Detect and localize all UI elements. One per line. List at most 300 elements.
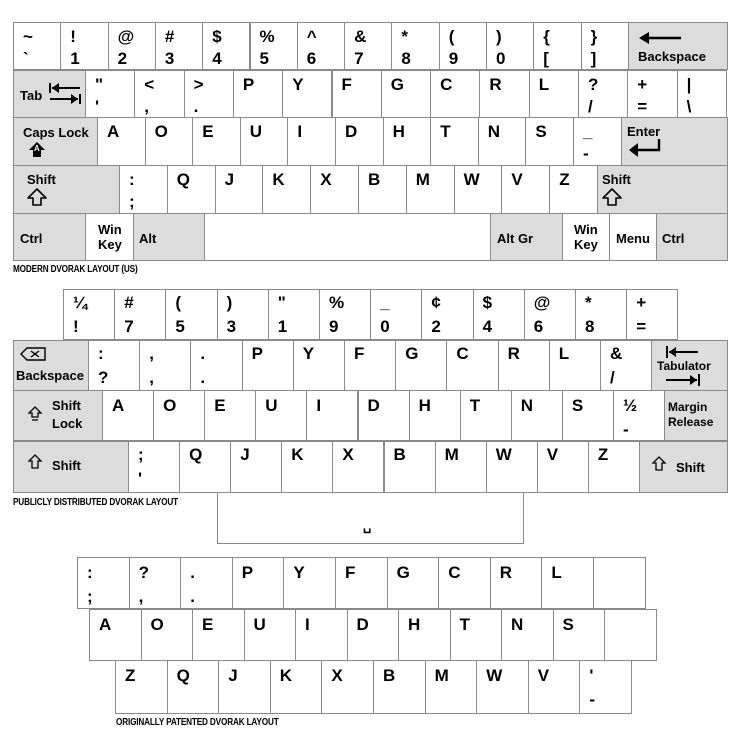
key-public-row1-0[interactable] [63,289,115,340]
key-modern-row3-1[interactable] [145,117,194,166]
key-public-row3-4[interactable] [306,390,358,441]
key-patented-row2-6[interactable] [398,609,451,661]
key-modern-row1-4[interactable] [202,22,250,70]
key-modern-row4-9[interactable] [549,165,598,214]
key-top-legend: W [495,445,512,464]
patented-layout-caption: ORIGINALLY PATENTED DVORAK LAYOUT [116,717,279,728]
key-top-legend: Z [597,445,609,464]
key-modern-row4-6[interactable] [406,165,455,214]
key-top-legend: " [277,293,286,312]
key-modern-row3-0[interactable] [97,117,146,166]
key-top-legend: * [585,293,592,312]
backspace-icon [20,347,46,361]
margin-release-label: Release [668,415,714,429]
key-top-legend: C [456,344,469,363]
public-margin-release-key[interactable] [664,390,728,441]
win-key-label: Win [574,222,598,237]
key-public-row3-2[interactable] [204,390,256,441]
menu-label: Menu [616,231,650,246]
key-top-legend: G [396,563,410,582]
key-patented-row1-3[interactable] [232,557,285,609]
key-patented-row2-1[interactable] [141,609,194,661]
key-public-row1-6[interactable] [370,289,422,340]
key-patented-row3-9[interactable] [579,660,632,714]
key-top-legend: , [149,344,154,363]
key-top-legend: M [444,445,459,464]
modern-right-shift-key[interactable] [597,165,728,214]
key-top-legend: K [272,170,285,189]
key-top-legend: _ [380,293,390,312]
key-bottom-legend: . [193,97,199,116]
key-modern-row3-6[interactable] [383,117,432,166]
key-top-legend: T [440,122,451,141]
key-bottom-legend: 1 [70,49,80,68]
key-bottom-legend: ` [23,49,29,68]
key-modern-row2-4[interactable] [282,70,332,118]
public-layout-caption: PUBLICLY DISTRIBUTED DVORAK LAYOUT [13,497,178,508]
key-public-row3-6[interactable] [409,390,461,441]
key-top-legend: R [489,75,502,94]
key-modern-row2-12[interactable] [677,70,727,118]
key-modern-row2-1[interactable] [134,70,184,118]
key-modern-row4-3[interactable] [262,165,311,214]
public-shift-lock-key[interactable] [13,390,103,441]
key-top-legend: A [99,615,112,634]
key-modern-row2-2[interactable] [184,70,234,118]
key-top-legend: I [297,122,303,141]
key-top-legend: E [202,122,214,141]
key-top-legend: E [202,615,214,634]
key-public-row2-7[interactable] [446,340,498,391]
key-public-row1-7[interactable] [421,289,473,340]
key-patented-row1-4[interactable] [283,557,336,609]
key-top-legend: ' [589,666,594,685]
key-top-legend: : [129,170,135,189]
key-public-row3-0[interactable] [102,390,154,441]
key-bottom-legend: 4 [212,49,222,68]
key-public-row1-11[interactable] [626,289,678,340]
key-patented-row3-0[interactable] [115,660,168,714]
key-top-legend: + [636,293,647,312]
key-modern-row1-1[interactable] [60,22,108,70]
key-bottom-legend: 4 [482,317,493,336]
key-top-legend: + [637,75,648,94]
key-modern-row3-7[interactable] [430,117,479,166]
key-public-row4-2[interactable] [230,441,282,493]
key-bottom-legend: ' [95,97,100,116]
key-patented-row2-9[interactable] [553,609,606,661]
key-bottom-legend: . [200,368,206,387]
key-public-row3-1[interactable] [153,390,205,441]
key-bottom-legend: 0 [380,317,390,336]
key-modern-row4-7[interactable] [454,165,503,214]
key-patented-row1-8[interactable] [490,557,543,609]
key-public-row1-8[interactable] [473,289,525,340]
key-top-legend: # [124,293,134,312]
key-bottom-legend: / [610,368,615,387]
key-modern-row1-11[interactable] [533,22,581,70]
key-bottom-legend: , [149,368,154,387]
backspace-label: Backspace [638,49,706,64]
key-patented-row1-9[interactable] [541,557,594,609]
shift-icon [27,188,47,206]
public-tabulator-key[interactable] [651,340,728,391]
key-modern-row2-5[interactable] [332,70,382,118]
modern-right-ctrl-key[interactable] [656,213,728,261]
key-top-legend: A [112,396,125,415]
key-public-row2-9[interactable] [549,340,601,391]
key-modern-row3-2[interactable] [192,117,241,166]
key-top-legend: V [511,170,523,189]
key-top-legend: ½ [623,396,638,415]
key-bottom-legend: 5 [175,317,185,336]
key-top-legend: L [538,75,550,94]
caps-lock-glyph: A [34,144,40,153]
key-public-row1-9[interactable] [524,289,576,340]
shift-icon [652,456,666,472]
key-modern-row1-7[interactable] [344,22,392,70]
key-bottom-legend: 8 [585,317,595,336]
key-top-legend: T [459,615,470,634]
key-bottom-legend: 2 [117,49,128,68]
key-bottom-legend: , [138,587,144,606]
key-top-legend: C [448,563,461,582]
key-public-row2-4[interactable] [293,340,345,391]
key-modern-row1-12[interactable] [581,22,629,70]
key-bottom-legend: ; [87,587,93,606]
key-top-legend: Q [176,170,191,189]
caps-lock-label: Caps Lock [23,125,89,140]
key-top-legend: F [345,563,356,582]
key-public-row2-5[interactable] [344,340,396,391]
public-backspace-key[interactable] [13,340,89,391]
modern-alt-gr-key[interactable] [490,213,563,261]
key-top-legend: O [154,122,168,141]
shift-lock-label: Lock [52,416,83,431]
key-public-row4-8[interactable] [537,441,589,493]
key-patented-row3-7[interactable] [476,660,529,714]
modern-caps-lock-key[interactable] [13,117,98,166]
key-top-legend: H [408,615,421,634]
key-patented-row3-4[interactable] [321,660,374,714]
key-top-legend: { [543,27,550,46]
key-top-legend: ! [70,27,76,46]
key-top-legend: ) [496,27,502,46]
margin-release-label: Margin [668,400,708,414]
key-public-row2-10[interactable] [600,340,652,391]
key-patented-row3-3[interactable] [270,660,323,714]
key-top-legend: % [329,293,345,312]
key-top-legend: K [291,445,304,464]
key-top-legend: P [241,563,254,582]
key-bottom-legend: 8 [401,49,411,68]
key-modern-row3-8[interactable] [478,117,527,166]
key-bottom-legend: 5 [259,49,269,68]
key-top-legend: S [571,396,584,415]
key-top-legend: # [164,27,175,46]
key-public-row3-3[interactable] [255,390,307,441]
key-top-legend: W [463,170,480,189]
shift-icon [28,454,42,470]
key-top-legend: < [144,75,155,94]
key-top-legend: S [562,615,574,634]
shift-label: Shift [676,460,705,475]
key-public-row4-7[interactable] [486,441,538,493]
key-modern-row3-5[interactable] [335,117,384,166]
key-top-legend: D [356,615,369,634]
modern-tab-key[interactable] [13,70,86,118]
key-top-legend: > [193,75,204,94]
key-top-legend: @ [533,293,551,312]
key-modern-row1-8[interactable] [391,22,439,70]
key-public-row3-8[interactable] [511,390,563,441]
key-modern-row4-8[interactable] [501,165,550,214]
key-modern-row3-10[interactable] [573,117,622,166]
enter-arrow-icon [628,138,662,158]
key-modern-row1-0[interactable] [13,22,61,70]
key-modern-row3-3[interactable] [240,117,289,166]
modern-backspace-key[interactable] [628,22,728,70]
key-patented-row1-10[interactable] [593,557,646,609]
key-top-legend: * [401,27,409,46]
key-top-legend: ( [448,27,455,46]
key-top-legend: } [590,27,598,46]
key-patented-row2-10[interactable] [604,609,657,661]
key-top-legend: @ [117,27,135,46]
key-modern-row2-7[interactable] [430,70,480,118]
key-patented-row1-2[interactable] [180,557,233,609]
key-modern-row1-2[interactable] [108,22,156,70]
key-patented-row2-5[interactable] [347,609,400,661]
modern-right-win-key[interactable] [562,213,610,261]
key-top-legend: D [367,396,380,415]
key-top-legend: " [95,75,104,94]
key-top-legend: B [368,170,381,189]
key-top-legend: S [535,122,547,141]
key-top-legend: H [418,396,431,415]
key-top-legend: J [240,445,250,464]
key-top-legend: M [434,666,449,685]
key-top-legend: U [265,396,278,415]
key-top-legend: : [98,344,104,363]
modern-spacebar[interactable] [204,213,491,261]
key-top-legend: Y [292,75,304,94]
key-bottom-legend: , [144,97,150,116]
key-patented-row2-2[interactable] [192,609,245,661]
key-modern-row2-0[interactable] [85,70,135,118]
key-top-legend: X [331,666,343,685]
key-bottom-legend: - [589,690,596,709]
key-patented-row3-8[interactable] [528,660,581,714]
key-public-row3-7[interactable] [460,390,512,441]
key-top-legend: D [345,122,358,141]
key-bottom-legend: - [623,420,629,439]
enter-label: Enter [627,124,661,139]
key-patented-row1-5[interactable] [335,557,388,609]
key-top-legend: H [392,122,405,141]
key-top-legend: . [200,344,206,363]
key-bottom-legend: 7 [124,317,134,336]
key-top-legend: Z [559,170,570,189]
modern-left-alt-key[interactable] [133,213,205,261]
key-bottom-legend: 2 [431,317,441,336]
key-public-row1-3[interactable] [217,289,269,340]
key-top-legend: . [190,563,195,582]
shift-lock-label: Shift [52,398,81,413]
win-key-label: Key [574,237,598,252]
key-top-legend: P [242,75,255,94]
key-bottom-legend: ? [98,368,109,387]
key-patented-row1-7[interactable] [438,557,491,609]
key-top-legend: V [546,445,559,464]
key-public-row4-1[interactable] [179,441,231,493]
key-bottom-legend: 3 [226,317,237,336]
key-top-legend: ) [226,293,233,312]
key-top-legend: Q [189,445,203,464]
key-top-legend: ( [175,293,182,312]
key-public-row2-0[interactable] [88,340,140,391]
key-modern-row2-10[interactable] [578,70,628,118]
key-bottom-legend: ! [73,317,79,336]
key-patented-row1-6[interactable] [387,557,440,609]
key-top-legend: M [415,170,430,189]
key-public-row4-5[interactable] [384,441,436,493]
key-public-row1-10[interactable] [575,289,627,340]
key-public-row3-10[interactable] [613,390,665,441]
key-top-legend: X [320,170,332,189]
key-public-row2-6[interactable] [395,340,447,391]
key-patented-row1-0[interactable] [77,557,130,609]
shift-label: Shift [602,172,631,187]
key-top-legend: Y [293,563,305,582]
shift-label: Shift [52,458,81,473]
key-modern-row4-2[interactable] [215,165,264,214]
key-modern-row2-9[interactable] [529,70,579,118]
key-top-legend: | [686,75,692,94]
modern-left-shift-key[interactable] [13,165,120,214]
key-public-row3-5[interactable] [358,390,410,441]
modern-left-win-key[interactable] [85,213,134,261]
ctrl-label: Ctrl [662,231,685,246]
key-top-legend: L [558,344,570,363]
key-top-legend: N [511,615,524,634]
key-top-legend: J [224,170,235,189]
key-modern-row4-5[interactable] [358,165,407,214]
modern-left-ctrl-key[interactable] [13,213,86,261]
key-top-legend: L [551,563,562,582]
key-top-legend: & [610,344,623,363]
key-patented-row2-3[interactable] [244,609,297,661]
public-right-shift-key[interactable] [639,441,728,493]
key-patented-row3-6[interactable] [425,660,478,714]
key-modern-row2-6[interactable] [381,70,431,118]
key-patented-row3-2[interactable] [218,660,271,714]
key-bottom-legend: ; [129,192,135,211]
key-modern-row2-11[interactable] [627,70,677,118]
key-modern-row2-3[interactable] [233,70,283,118]
public-spacebar[interactable] [217,492,524,544]
key-public-row2-8[interactable] [498,340,550,391]
key-bottom-legend: - [583,144,589,163]
key-patented-row2-7[interactable] [450,609,503,661]
key-top-legend: I [305,615,310,634]
shift-label: Shift [27,172,56,187]
win-key-label: Key [98,237,122,252]
key-top-legend: ; [138,445,144,464]
key-public-row3-9[interactable] [562,390,614,441]
key-bottom-legend: 9 [329,317,339,336]
key-public-row1-2[interactable] [165,289,217,340]
public-left-shift-key[interactable] [13,441,129,493]
key-modern-row4-1[interactable] [167,165,216,214]
key-patented-row1-1[interactable] [129,557,182,609]
key-modern-row1-9[interactable] [439,22,487,70]
key-bottom-legend: 9 [448,49,459,68]
key-top-legend: ~ [23,27,33,46]
key-top-legend: Y [302,344,315,363]
key-modern-row4-4[interactable] [310,165,359,214]
key-top-legend: G [390,75,405,94]
key-public-row1-5[interactable] [319,289,371,340]
modern-menu-key[interactable] [609,213,657,261]
key-top-legend: W [486,666,503,685]
key-top-legend: T [469,396,481,415]
key-bottom-legend: 1 [277,317,288,336]
key-top-legend: % [259,27,275,46]
key-public-row4-4[interactable] [332,441,384,493]
key-top-legend: G [405,344,419,363]
key-top-legend: P [251,344,263,363]
key-modern-row1-6[interactable] [297,22,345,70]
key-public-row1-1[interactable] [114,289,166,340]
key-public-row1-4[interactable] [268,289,320,340]
key-modern-row4-0[interactable] [119,165,168,214]
key-top-legend: V [537,666,550,685]
modern-enter-key[interactable] [621,117,728,166]
key-top-legend: $ [212,27,222,46]
key-public-row2-3[interactable] [242,340,294,391]
key-modern-row1-5[interactable] [250,22,298,70]
key-patented-row2-4[interactable] [295,609,348,661]
ctrl-label: Ctrl [20,231,43,246]
tabulator-right-arrow-icon [666,374,700,386]
key-public-row4-6[interactable] [435,441,487,493]
key-top-legend: A [107,122,120,141]
key-modern-row2-8[interactable] [479,70,529,118]
key-top-legend: ¢ [431,293,441,312]
key-patented-row2-0[interactable] [89,609,142,661]
tab-label: Tab [20,88,43,103]
key-modern-row1-10[interactable] [486,22,534,70]
key-top-legend: ¼ [73,293,88,312]
key-public-row2-1[interactable] [139,340,191,391]
key-patented-row3-5[interactable] [373,660,426,714]
key-public-row2-2[interactable] [190,340,242,391]
key-modern-row1-3[interactable] [155,22,203,70]
key-bottom-legend: 7 [354,49,364,68]
key-modern-row3-4[interactable] [287,117,336,166]
key-top-legend: C [440,75,453,94]
key-public-row4-0[interactable] [128,441,180,493]
key-bottom-legend: ' [138,469,143,488]
key-public-row4-3[interactable] [281,441,333,493]
key-modern-row3-9[interactable] [525,117,574,166]
key-patented-row2-8[interactable] [501,609,554,661]
key-top-legend: F [341,75,352,94]
backspace-label: Backspace [16,368,84,383]
key-patented-row3-1[interactable] [167,660,220,714]
key-public-row4-9[interactable] [588,441,640,493]
